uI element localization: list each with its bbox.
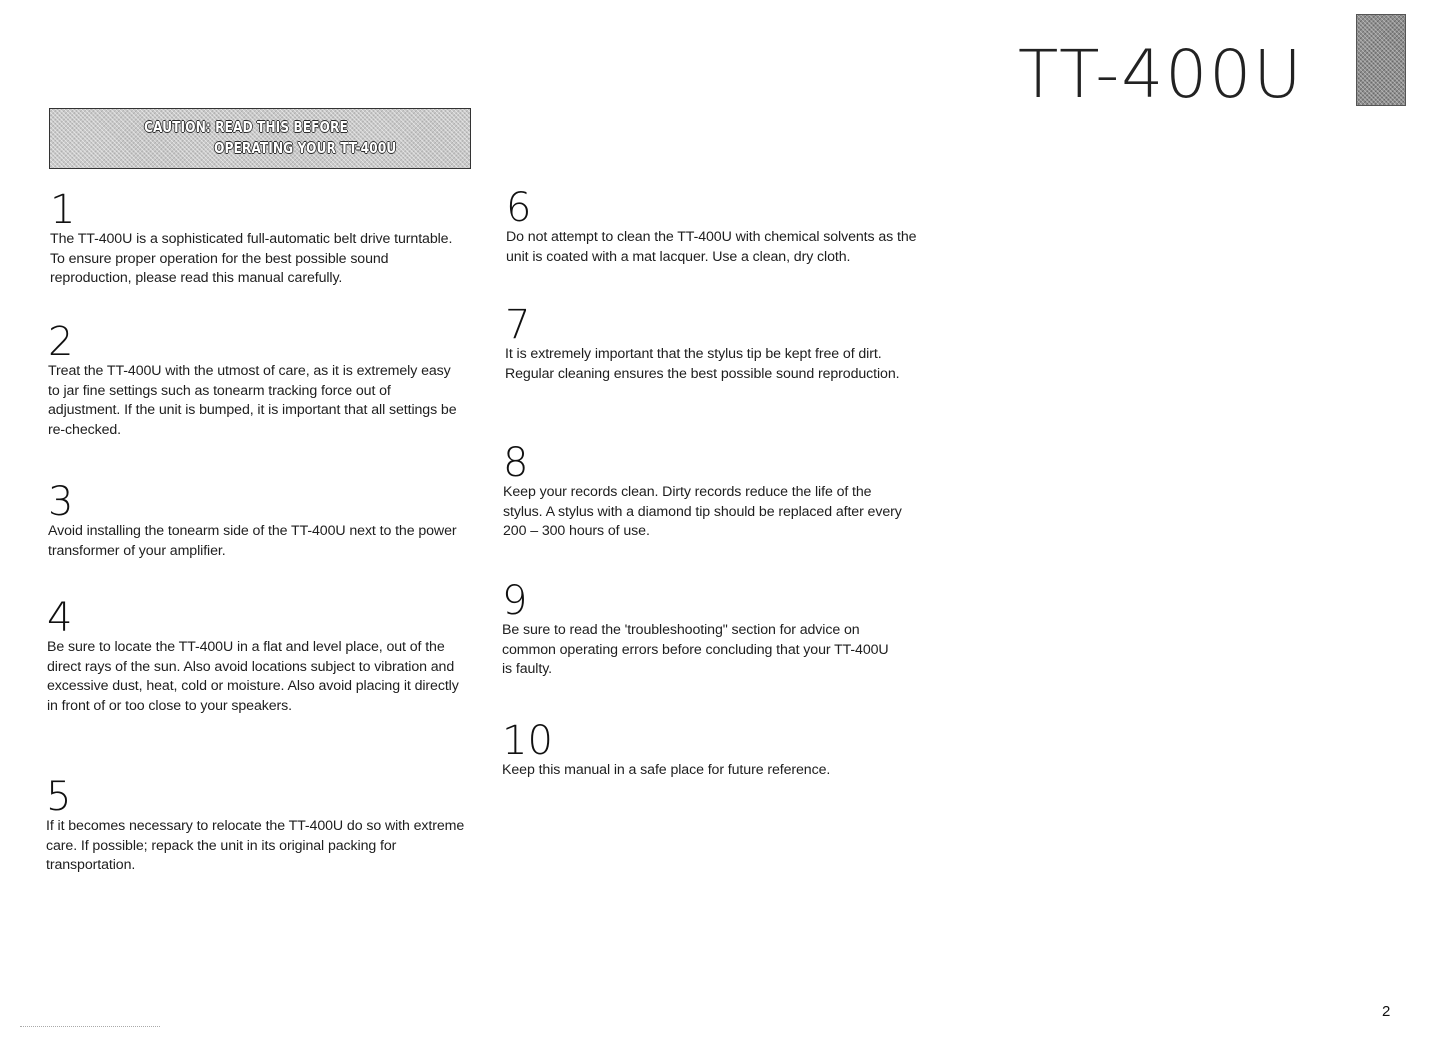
instruction-item [503,440,913,542]
item-text: Keep your records clean. Dirty records reduce the life of the stylus. A stylus with a diamond tip should be replaced after every 200 – 300 hours of use. [503,484,902,540]
instruction-item [50,187,460,289]
item-text: Be sure to locate the TT-400U in a flat and level place, out of the direct rays of the sun. Also avoid locations subject to vibration and excessive dust, heat, cold or moisture. Also avoid placing it directly in front of or too close to your speakers. [47,639,459,714]
instruction-item [502,578,902,680]
item-number: 9 [502,578,528,624]
item-number: 6 [506,185,532,231]
item-text: If it becomes necessary to relocate the TT-400U do so with extreme care. If possible; repack the unit in its original packing for transportation. [46,818,465,874]
item-number: 10 [502,718,553,764]
item-number: 7 [505,302,531,348]
instruction-item [48,319,463,440]
item-number: 3 [48,479,74,525]
instruction-item [47,595,462,716]
item-number: 8 [503,440,529,486]
footer-rule [20,1026,160,1027]
item-number: 1 [50,187,76,233]
instruction-item [48,479,463,561]
model-title: TT-400U [1018,36,1304,113]
item-number: 5 [46,774,72,820]
item-text: Do not attempt to clean the TT-400U with chemical solvents as the unit is coated with a mat lacquer. Use a clean, dry cloth. [506,229,917,265]
caution-heading-line1: CAUTION: READ THIS BEFORE [144,118,348,136]
item-text: Keep this manual in a safe place for future reference. [502,762,831,778]
item-text: The TT-400U is a sophisticated full-automatic belt drive turntable. To ensure proper operation for the best possible sound reproduction, please read this manual carefully. [50,231,453,287]
instruction-item [502,718,922,781]
item-text: Treat the TT-400U with the utmost of care, as it is extremely easy to jar fine settings such as tonearm tracking force out of adjustment. If the unit is bumped, it is important that all settings be re-checked. [48,363,457,438]
instruction-item [46,774,471,876]
item-text: It is extremely important that the stylus tip be kept free of dirt. Regular cleaning ensures the best possible sound reproduction. [505,346,900,382]
caution-box [49,108,471,169]
instruction-item [506,185,931,267]
item-text: Be sure to read the 'troubleshooting" section for advice on common operating errors before concluding that your TT-400U is faulty. [502,622,889,678]
item-number: 4 [47,595,73,641]
caution-heading-line2: OPERATING YOUR TT-400U [214,139,397,157]
page-number: 2 [1382,1003,1391,1020]
item-text: Avoid installing the tonearm side of the TT-400U next to the power transformer of your amplifier. [48,523,457,559]
instruction-item [505,302,915,384]
title-block-graphic [1356,14,1406,106]
item-number: 2 [48,319,74,365]
